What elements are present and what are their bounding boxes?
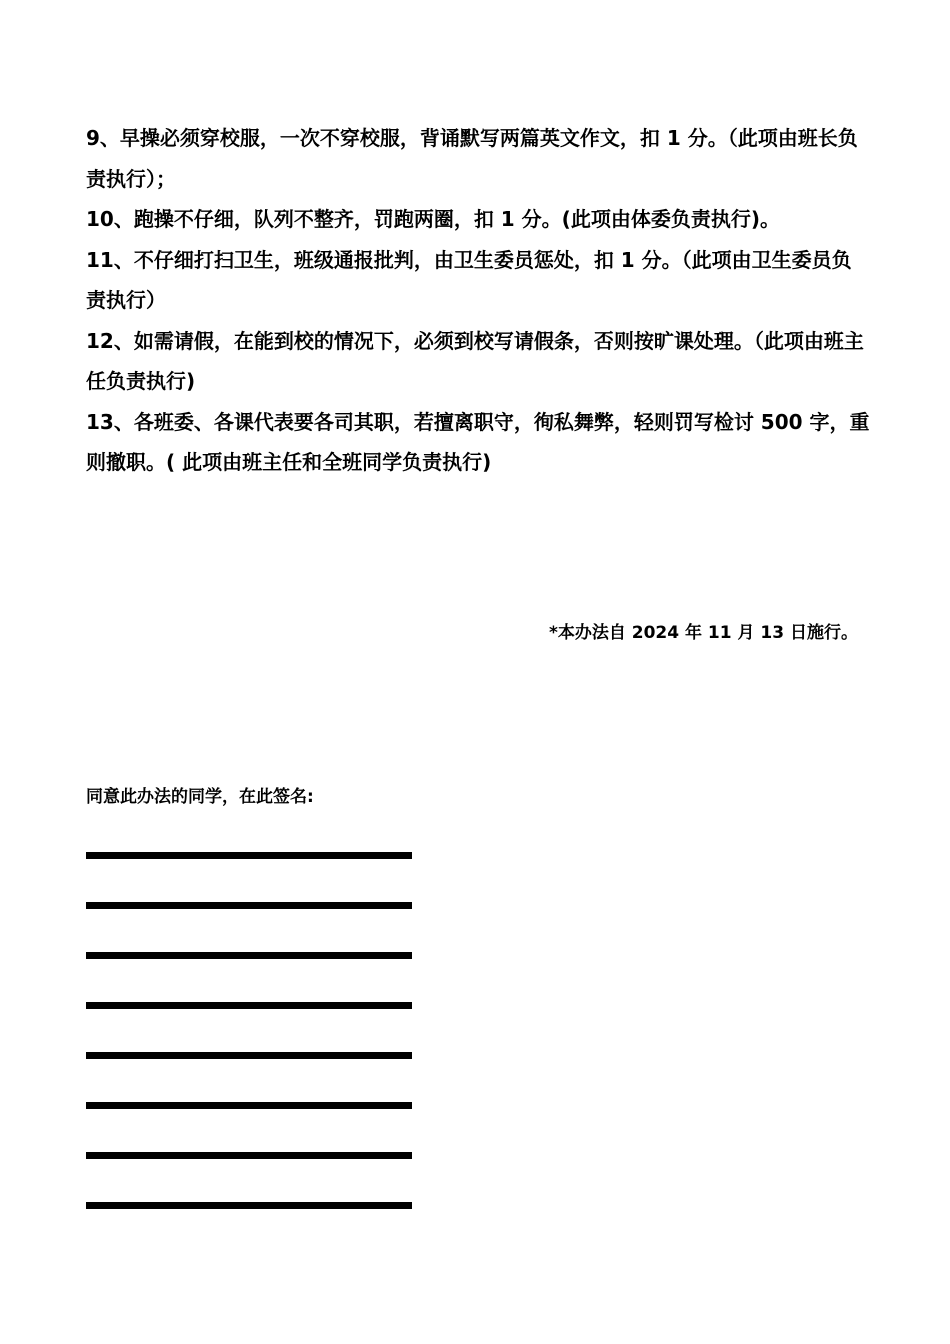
signature-line: [86, 1202, 412, 1209]
rules-list: [86, 118, 870, 483]
signature-line: [86, 952, 412, 959]
signature-line: [86, 852, 412, 859]
signature-line: [86, 1152, 412, 1159]
rule-item-9: 9、早操必须穿校服，一次不穿校服，背诵默写两篇英文作文，扣 1 分。（此项由班长负责执行）；: [86, 126, 858, 191]
rule-item-11: 11、不仔细打扫卫生，班级通报批判，由卫生委员惩处，扣 1 分。（此项由卫生委员负责执行）: [86, 247, 852, 312]
signature-prompt: 同意此办法的同学，在此签名:: [86, 787, 314, 807]
rule-item-12: 12、如需请假，在能到校的情况下，必须到校写请假条，否则按旷课处理。（此项由班主任负责执行): [86, 328, 864, 393]
signature-line: [86, 902, 412, 909]
signature-line: [86, 1102, 412, 1109]
rule-item-13: 13、各班委、各课代表要各司其职，若擅离职守，徇私舞弊，轻则罚写检讨 500 字，重则撤职。( 此项由班主任和全班同学负责执行): [86, 409, 870, 474]
signature-line: [86, 1052, 412, 1059]
effective-date-note: *本办法自 2024 年 11 月 13 日施行。: [548, 623, 858, 643]
signature-lines: [86, 852, 412, 1252]
signature-line: [86, 1002, 412, 1009]
rule-item-10: 10、跑操不仔细，队列不整齐，罚跑两圈，扣 1 分。(此项由体委负责执行)。: [86, 207, 780, 231]
